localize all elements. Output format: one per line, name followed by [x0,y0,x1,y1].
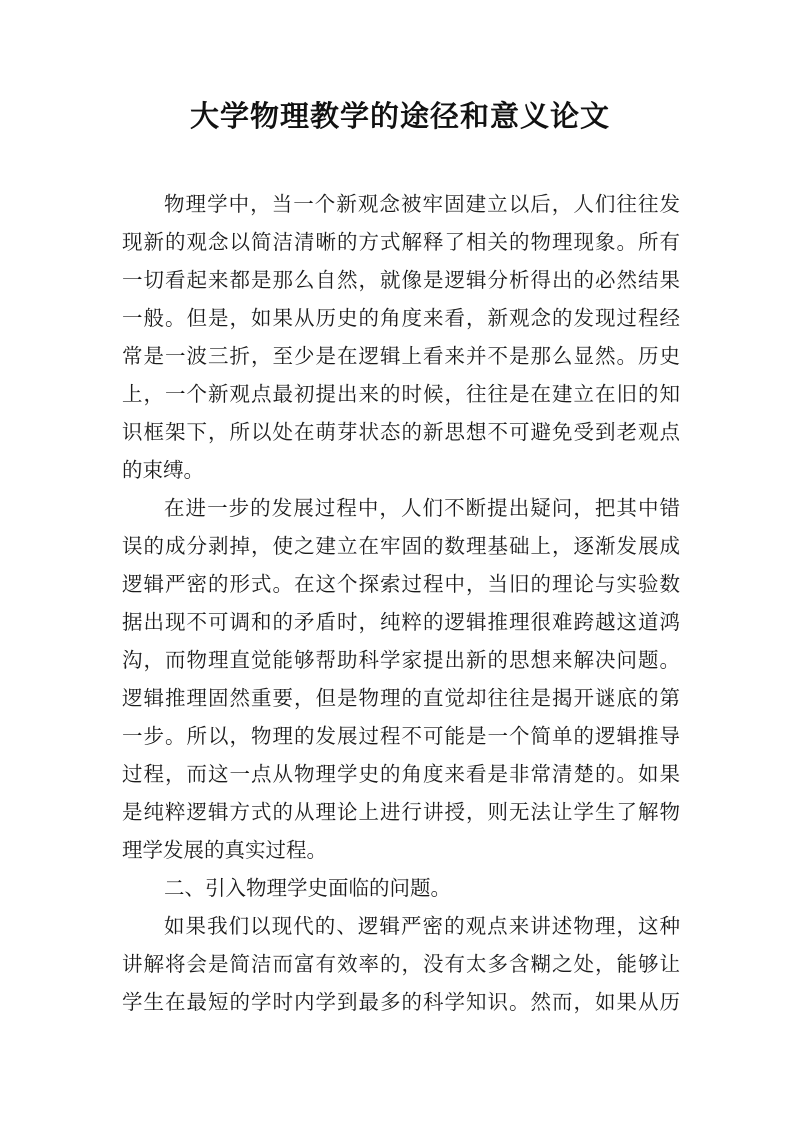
text-line: 过程，而这一点从物理学史的角度来看是非常清楚的。如果 [122,762,680,786]
text-line: 讲解将会是简洁而富有效率的，没有太多含糊之处，能够让 [122,952,680,976]
text-line: 现新的观念以简洁清晰的方式解释了相关的物理现象。所有 [122,230,680,254]
text-line: 一步。所以，物理的发展过程不可能是一个简单的逻辑推导 [122,724,680,748]
text-line: 误的成分剥掉，使之建立在牢固的数理基础上，逐渐发展成 [122,534,680,558]
text-line: 常是一波三折，至少是在逻辑上看来并不是那么显然。历史 [122,344,680,368]
text-line: 一切看起来都是那么自然，就像是逻辑分析得出的必然结果 [122,268,680,292]
text-line: 一般。但是，如果从历史的角度来看，新观念的发现过程经 [122,306,680,330]
text-line: 在进一步的发展过程中，人们不断提出疑问，把其中错 [164,496,680,520]
document-title: 大学物理教学的途径和意义论文 [189,99,610,133]
text-line: 沟，而物理直觉能够帮助科学家提出新的思想来解决问题。 [122,648,680,672]
text-line: 物理学中，当一个新观念被牢固建立以后，人们往往发 [164,192,680,216]
text-line: 逻辑推理固然重要，但是物理的直觉却往往是揭开谜底的第 [122,686,680,710]
text-line: 上，一个新观点最初提出来的时候，往往是在建立在旧的知 [122,382,680,406]
text-line: 理学发展的真实过程。 [122,838,327,862]
text-line: 二、引入物理学史面临的问题。 [164,876,451,900]
text-line: 据出现不可调和的矛盾时，纯粹的逻辑推理很难跨越这道鸿 [122,610,680,634]
text-line: 学生在最短的学时内学到最多的科学知识。然而，如果从历 [122,990,680,1014]
text-line: 的束缚。 [122,458,204,482]
text-line: 如果我们以现代的、逻辑严密的观点来讲述物理，这种 [164,914,680,938]
text-line: 是纯粹逻辑方式的从理论上进行讲授，则无法让学生了解物 [122,800,680,824]
text-line: 识框架下，所以处在萌芽状态的新思想不可避免受到老观点 [122,420,680,444]
text-line: 逻辑严密的形式。在这个探索过程中，当旧的理论与实验数 [122,572,680,596]
